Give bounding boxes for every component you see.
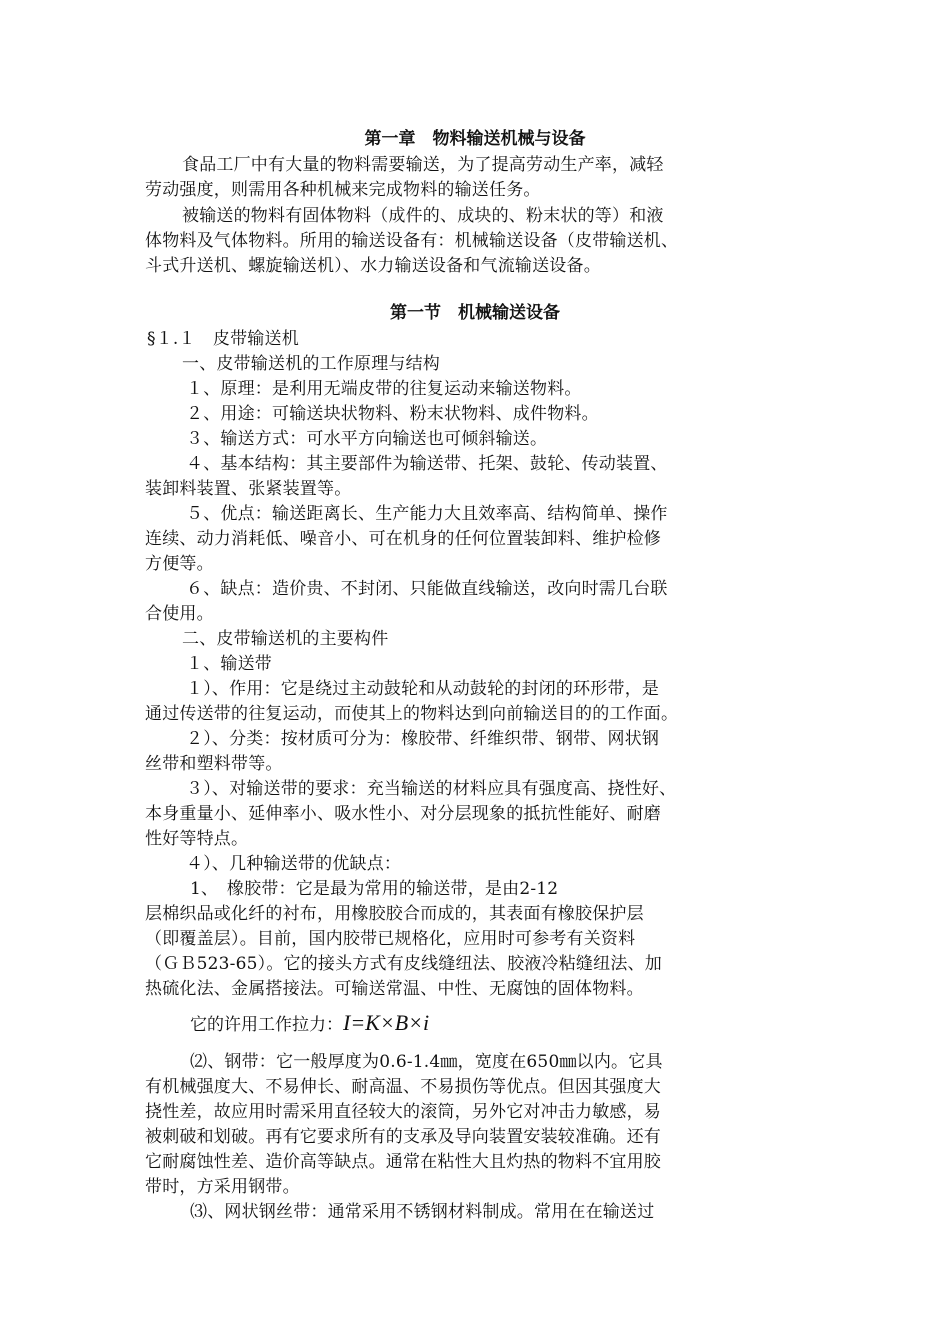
body-line: （即覆盖层）。目前，国内胶带已规格化，应用时可参考有关资料: [145, 929, 636, 949]
body-line: １）、作用：它是绕过主动鼓轮和从动鼓轮的封闭的环形带，是: [186, 679, 660, 699]
intro-line: 斗式升送机、螺旋输送机）、水力输送设备和气流输送设备。: [145, 256, 601, 276]
body-line: １、原理：是利用无端皮带的往复运动来输送物料。: [186, 379, 582, 399]
body-line: ５、优点：输送距离长、生产能力大且效率高、结构简单、操作: [186, 504, 668, 524]
body-line: 连续、动力消耗低、噪音小、可在机身的任何位置装卸料、维护检修: [145, 529, 661, 549]
intro-line: 食品工厂中有大量的物料需要输送，为了提高劳动生产率，减轻: [182, 155, 664, 175]
body-line: 带时，方采用钢带。: [145, 1177, 300, 1197]
body-line: ３）、对输送带的要求：充当输送的材料应具有强度高、挠性好、: [186, 779, 677, 799]
body-line: ⑵、钢带：它一般厚度为0.6-1.4㎜，宽度在650㎜以内。它具: [190, 1052, 663, 1072]
body-line: 层棉织品或化纤的衬布，用橡胶胶合而成的，其表面有橡胶保护层: [145, 904, 644, 924]
body-line: 热硫化法、金属搭接法。可输送常温、中性、无腐蚀的固体物料。: [145, 979, 644, 999]
intro-line: 体物料及气体物料。所用的输送设备有：机械输送设备（皮带输送机、: [145, 231, 679, 251]
body-line: 被刺破和划破。再有它要求所有的支承及导向装置安装较准确。还有: [145, 1127, 661, 1147]
body-line: 它耐腐蚀性差、造价高等缺点。通常在粘性大且灼热的物料不宜用胶: [145, 1152, 661, 1172]
body-line: ４、基本结构：其主要部件为输送带、托架、鼓轮、传动装置、: [186, 454, 668, 474]
body-line: 1、 橡胶带：它是最为常用的输送带，是由2-12: [190, 879, 559, 899]
body-line: ３、输送方式：可水平方向输送也可倾斜输送。: [186, 429, 548, 449]
body-line: 方便等。: [145, 554, 214, 574]
body-line: （ＧＢ523-65）。它的接头方式有皮线缝纽法、胶液冷粘缝纽法、加: [145, 954, 662, 974]
body-line: 丝带和塑料带等。: [145, 754, 283, 774]
body-line: 有机械强度大、不易伸长、耐高温、不易损伤等优点。但因其强度大: [145, 1077, 661, 1097]
body-line: 装卸料装置、张紧装置等。: [145, 479, 352, 499]
chapter-title: 第一章 物料输送机械与设备: [364, 129, 586, 149]
body-line: ６、缺点：造价贵、不封闭、只能做直线输送，改向时需几台联: [186, 579, 668, 599]
formula-expression: I=K×B×i: [343, 1010, 430, 1035]
body-line: ２）、分类：按材质可分为：橡胶带、纤维织带、钢带、网状钢: [186, 729, 660, 749]
formula-label: 它的许用工作拉力：: [190, 1015, 343, 1035]
body-line: 性好等特点。: [145, 829, 249, 849]
body-line: ４）、几种输送带的优缺点：: [186, 854, 402, 874]
body-line: 二、皮带输送机的主要构件: [182, 629, 389, 649]
intro-line: 劳动强度，则需用各种机械来完成物料的输送任务。: [145, 180, 541, 200]
body-line: 一、皮带输送机的工作原理与结构: [182, 354, 440, 374]
body-line: １、输送带: [186, 654, 272, 674]
intro-line: 被输送的物料有固体物料（成件的、成块的、粉末状的等）和液: [182, 206, 664, 226]
body-line: 通过传送带的往复运动，而使其上的物料达到向前输送目的的工作面。: [145, 704, 679, 724]
body-line: 合使用。: [145, 604, 214, 624]
subsection-heading: §１.１ 皮带输送机: [147, 329, 299, 349]
body-line: 本身重量小、延伸率小、吸水性小、对分层现象的抵抗性能好、耐磨: [145, 804, 661, 824]
body-line: ⑶、网状钢丝带：通常采用不锈钢材料制成。常用在在输送过: [190, 1202, 655, 1222]
formula: [190, 1008, 429, 1038]
section-title: 第一节 机械输送设备: [390, 303, 560, 323]
body-line: ２、用途：可输送块状物料、粉末状物料、成件物料。: [186, 404, 599, 424]
body-line: 挠性差，故应用时需采用直径较大的滚筒，另外它对冲击力敏感，易: [145, 1102, 661, 1122]
